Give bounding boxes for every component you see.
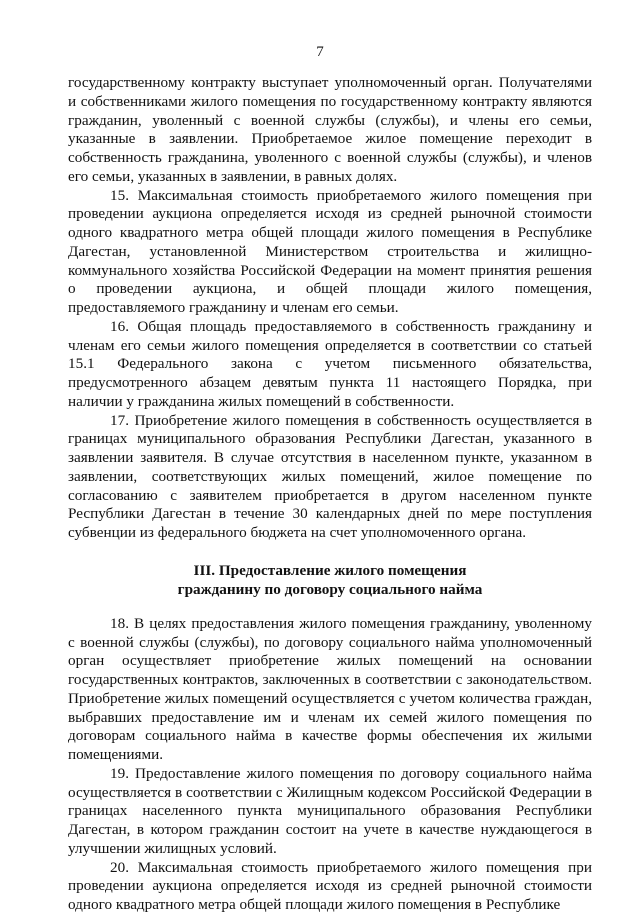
section-heading <box>68 561 592 599</box>
paragraph-20: 20. Максимальная стоимость приобретаемого жилого помещения при проведении аукциона определяется исходя из средней рыночной стоимости одного квадратного метра общей площади жилого помещения в Республике <box>68 858 592 913</box>
paragraph-19: 19. Предоставление жилого помещения по договору социального найма осуществляется в соответствии с Жилищным кодексом Российской Федерации в границах населенного пункта муниципального образования Республики Дагестан, в котором гражданин состоит на учете в качестве нуждающегося в улучшении жилищных условий. <box>68 764 592 857</box>
document-body <box>68 74 592 915</box>
page-number: 7 <box>316 44 324 60</box>
paragraph-16: 16. Общая площадь предоставляемого в собственность гражданину и членам его семьи жилого помещения определяется в соответствии со статьей 15.1 Федерального закона с учетом письменного обязательства, предусмотренного абзацем девятым пункта 11 настоящего Порядка, при наличии у гражданина жилых помещений в собственности. <box>68 317 592 410</box>
paragraph-18: 18. В целях предоставления жилого помещения гражданину, уволенному с военной службы (службы), по договору социального найма уполномоченный орган осуществляет приобретение жилых помещений на основании государственных контрактов, заключенных в соответствии с законодательством. Приобретение жилых помещений осуществляется с учетом количества граждан, выбравших предоставление им и членам их семей жилого помещения по договорам социального найма в качестве формы обеспечения их жилыми помещениями. <box>68 614 592 763</box>
paragraph-15: 15. Максимальная стоимость приобретаемого жилого помещения при проведении аукциона определяется исходя из средней рыночной стоимости одного квадратного метра общей площади жилого помещения в Республике Дагестан, установленной Министерством строительства и жилищно-коммунального хозяйства Российской Федерации на момент принятия решения о проведении аукциона, и общей площади жилого помещения, предоставляемого гражданину и членам его семьи. <box>68 186 592 316</box>
section-heading-line-2: гражданину по договору социального найма <box>177 580 483 598</box>
paragraph-continuation: государственному контракту выступает уполномоченный орган. Получателями и собственниками жилого помещения по государственному контракту являются гражданин, уволенный с военной службы (службы), и члены его семьи, указанные в заявлении. Приобретаемое жилое помещение переходит в собственность гражданина, уволенного с военной службы (службы), и членов его семьи, указанных в заявлении, в равных долях. <box>68 74 592 185</box>
section-heading-line-1: III. Предоставление жилого помещения <box>193 561 467 579</box>
paragraph-17: 17. Приобретение жилого помещения в собственность осуществляется в границах муниципального образования Республики Дагестан, указанного в заявлении заявителя. В случае отсутствия в населенном пункте, указанном в заявлении, соответствующих жилых помещений, жилое помещение по согласованию с заявителем приобретается в другом населенном пункте Республики Дагестан в течение 30 календарных дней по мере поступления субвенции из федерального бюджета на счет уполномоченного органа. <box>68 411 592 541</box>
